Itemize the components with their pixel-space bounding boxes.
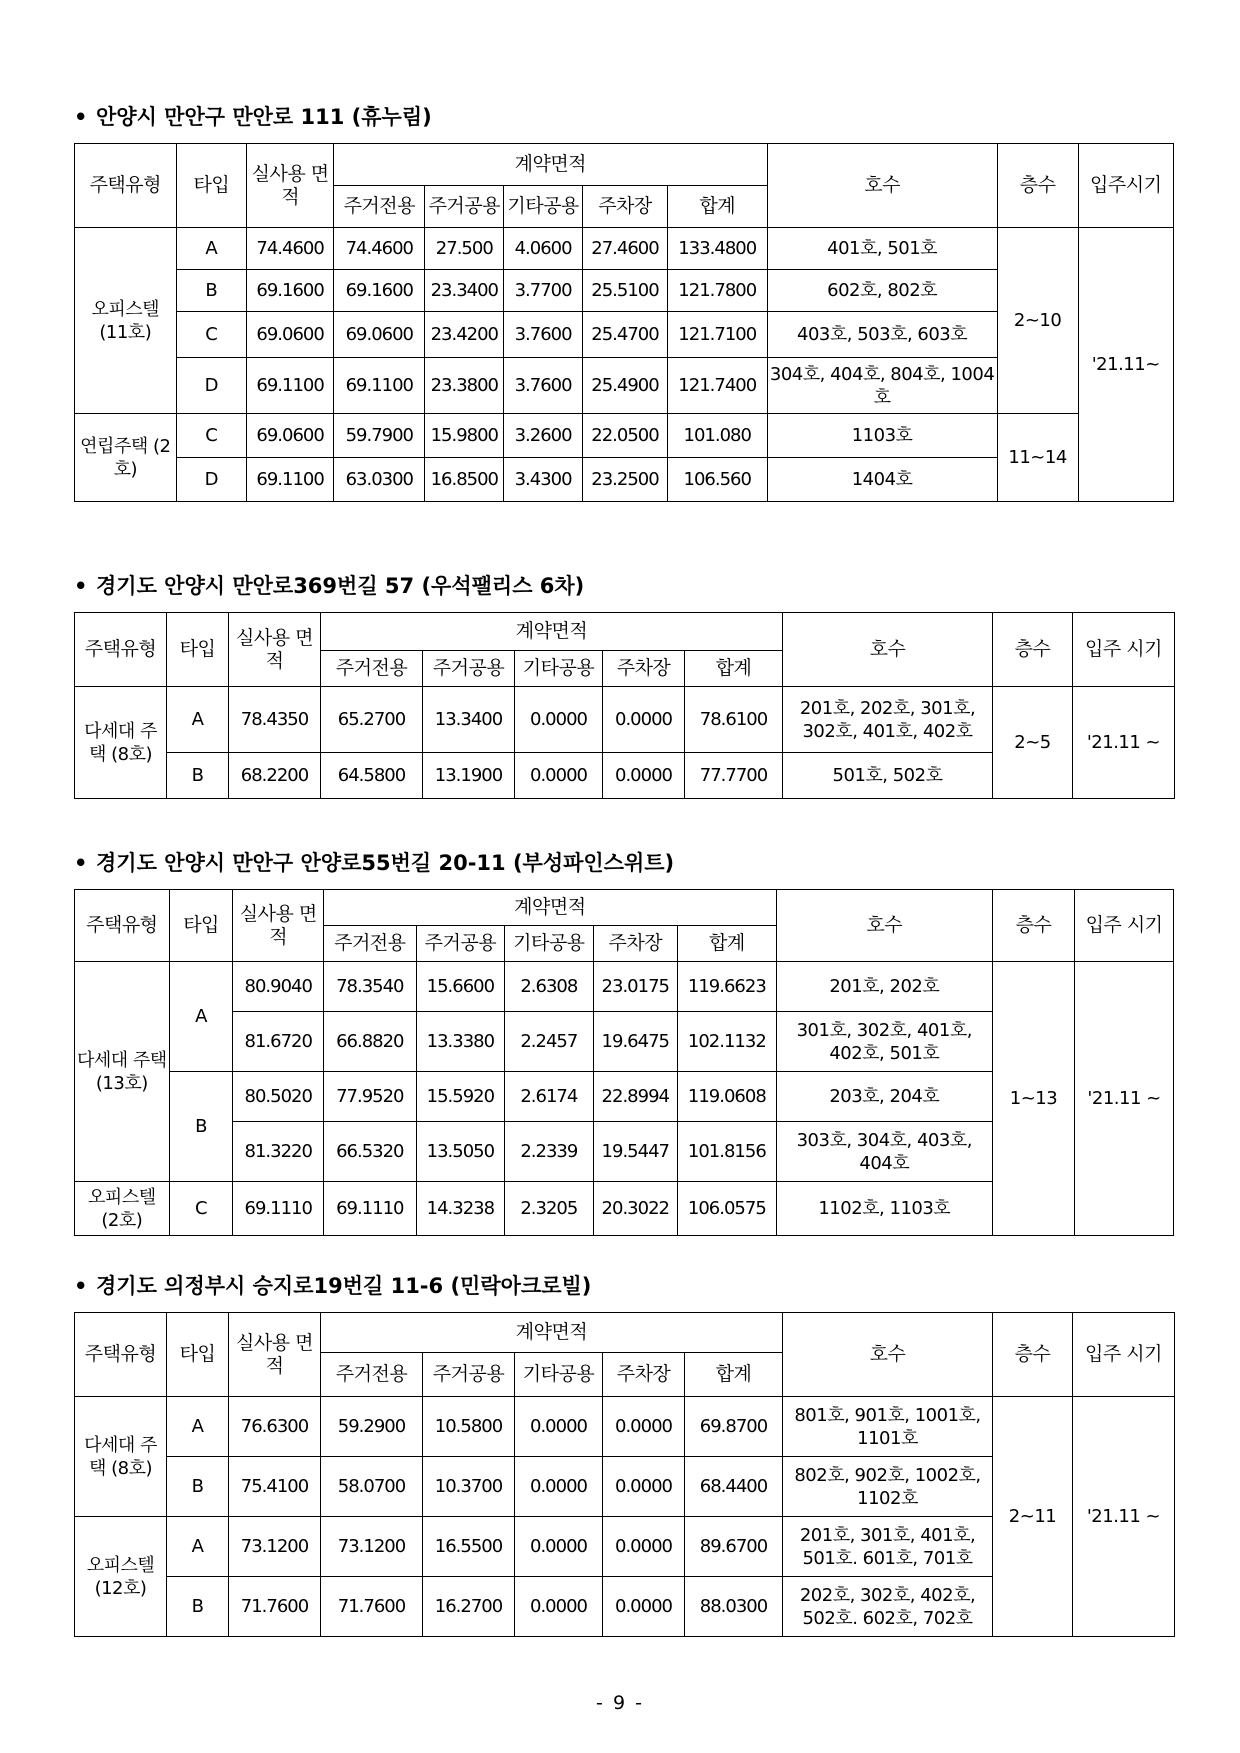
total-cell: 69.8700 (685, 1397, 783, 1457)
header-move-in: 입주 시기 (1073, 1313, 1175, 1397)
type-cell: 다세대 주택 (8호) (75, 1397, 167, 1517)
area-table-2 (74, 612, 1175, 799)
rooms-cell: 201호, 202호 (776, 962, 992, 1012)
other-shared-cell: 0.0000 (515, 1397, 603, 1457)
type-cell: 오피스텔 (12호) (75, 1517, 167, 1637)
section-3 (74, 847, 1174, 1236)
shared-cell: 23.3400 (425, 270, 504, 312)
section-title: • 경기도 안양시 만안구 안양로55번길 20-11 (부성파인스위트) (74, 851, 675, 875)
move-in-cell: '21.11 ~ (1073, 1397, 1175, 1637)
header-total: 합계 (677, 926, 776, 962)
other-shared-cell: 3.7600 (504, 358, 583, 414)
parking-cell: 25.4900 (582, 358, 667, 414)
rooms-cell: 202호, 302호, 402호, 502호. 602호, 702호 (783, 1577, 993, 1637)
parking-cell: 0.0000 (603, 1577, 685, 1637)
actual-area-cell: 75.4100 (229, 1457, 321, 1517)
shared-cell: 10.3700 (423, 1457, 515, 1517)
header-contract-area: 계약면적 (324, 890, 777, 926)
total-cell: 89.6700 (685, 1517, 783, 1577)
exclusive-cell: 78.3540 (324, 962, 417, 1012)
rooms-cell: 201호, 301호, 401호, 501호. 601호, 701호 (783, 1517, 993, 1577)
header-unit-type: 타입 (167, 1313, 229, 1397)
unit-type-cell: A (167, 687, 229, 753)
actual-area-cell: 68.2200 (229, 753, 321, 799)
unit-type-cell: B (167, 753, 229, 799)
header-other-shared: 기타공용 (515, 651, 603, 687)
actual-area-cell: 69.0600 (247, 312, 334, 358)
floors-cell: 1~13 (992, 962, 1074, 1236)
parking-cell: 22.8994 (593, 1072, 677, 1122)
header-total: 합계 (685, 1353, 783, 1397)
unit-type-cell: C (176, 414, 247, 458)
actual-area-cell: 81.6720 (233, 1012, 324, 1072)
header-actual-area: 실사용 면적 (247, 144, 334, 228)
header-total: 합계 (685, 651, 783, 687)
type-cell: 오피스텔 (2호) (75, 1182, 170, 1236)
header-move-in: 입주시기 (1078, 144, 1173, 228)
unit-type-cell: C (169, 1182, 233, 1236)
unit-type-cell: A (167, 1517, 229, 1577)
type-cell: 연립주택 (2호) (75, 414, 177, 502)
header-rooms: 호수 (783, 1313, 993, 1397)
unit-type-cell: C (176, 312, 247, 358)
header-other-shared: 기타공용 (504, 186, 583, 228)
other-shared-cell: 0.0000 (515, 753, 603, 799)
exclusive-cell: 66.5320 (324, 1122, 417, 1182)
actual-area-cell: 80.5020 (233, 1072, 324, 1122)
parking-cell: 25.5100 (582, 270, 667, 312)
other-shared-cell: 2.2339 (505, 1122, 593, 1182)
actual-area-cell: 80.9040 (233, 962, 324, 1012)
total-cell: 133.4800 (667, 228, 767, 270)
total-cell: 68.4400 (685, 1457, 783, 1517)
total-cell: 78.6100 (685, 687, 783, 753)
actual-area-cell: 78.4350 (229, 687, 321, 753)
total-cell: 88.0300 (685, 1577, 783, 1637)
parking-cell: 0.0000 (603, 687, 685, 753)
shared-cell: 23.3800 (425, 358, 504, 414)
section-1 (74, 101, 1174, 502)
header-type: 주택유형 (75, 144, 177, 228)
other-shared-cell: 2.2457 (505, 1012, 593, 1072)
area-table-3 (74, 889, 1174, 1236)
parking-cell: 25.4700 (582, 312, 667, 358)
other-shared-cell: 3.7600 (504, 312, 583, 358)
actual-area-cell: 69.1110 (233, 1182, 324, 1236)
unit-type-cell: D (176, 458, 247, 502)
shared-cell: 13.5050 (416, 1122, 504, 1182)
header-parking: 주차장 (593, 926, 677, 962)
actual-area-cell: 69.1100 (247, 458, 334, 502)
area-table-1 (74, 143, 1174, 502)
header-rooms: 호수 (767, 144, 997, 228)
parking-cell: 23.0175 (593, 962, 677, 1012)
unit-type-cell: D (176, 358, 247, 414)
header-unit-type: 타입 (169, 890, 233, 962)
floors-cell: 2~11 (993, 1397, 1073, 1637)
parking-cell: 19.6475 (593, 1012, 677, 1072)
other-shared-cell: 3.7700 (504, 270, 583, 312)
section-title: • 안양시 만안구 만안로 111 (휴누림) (74, 105, 432, 129)
header-actual-area: 실사용 면적 (233, 890, 324, 962)
exclusive-cell: 59.7900 (334, 414, 425, 458)
header-floors: 층수 (993, 613, 1073, 687)
table-row (75, 962, 1174, 1012)
other-shared-cell: 0.0000 (515, 1577, 603, 1637)
rooms-cell: 301호, 302호, 401호, 402호, 501호 (776, 1012, 992, 1072)
total-cell: 102.1132 (677, 1012, 776, 1072)
shared-cell: 15.6600 (416, 962, 504, 1012)
unit-type-cell: A (167, 1397, 229, 1457)
header-parking: 주차장 (603, 1353, 685, 1397)
exclusive-cell: 71.7600 (321, 1577, 423, 1637)
rooms-cell: 403호, 503호, 603호 (767, 312, 997, 358)
other-shared-cell: 3.4300 (504, 458, 583, 502)
rooms-cell: 602호, 802호 (767, 270, 997, 312)
exclusive-cell: 59.2900 (321, 1397, 423, 1457)
table-row (75, 1397, 1175, 1457)
parking-cell: 0.0000 (603, 1397, 685, 1457)
shared-cell: 15.9800 (425, 414, 504, 458)
floors-cell: 11~14 (997, 414, 1078, 502)
table-row (75, 414, 1174, 458)
rooms-cell: 304호, 404호, 804호, 1004호 (767, 358, 997, 414)
unit-type-cell: B (167, 1457, 229, 1517)
header-floors: 층수 (993, 1313, 1073, 1397)
parking-cell: 0.0000 (603, 753, 685, 799)
actual-area-cell: 74.4600 (247, 228, 334, 270)
header-type: 주택유형 (75, 1313, 167, 1397)
unit-type-cell: B (169, 1072, 233, 1182)
parking-cell: 22.0500 (582, 414, 667, 458)
header-contract-area: 계약면적 (334, 144, 767, 186)
header-floors: 층수 (997, 144, 1078, 228)
header-type: 주택유형 (75, 613, 167, 687)
header-exclusive: 주거전용 (334, 186, 425, 228)
type-cell: 오피스텔 (11호) (75, 228, 177, 414)
actual-area-cell: 76.6300 (229, 1397, 321, 1457)
header-unit-type: 타입 (176, 144, 247, 228)
other-shared-cell: 2.6174 (505, 1072, 593, 1122)
actual-area-cell: 69.1100 (247, 358, 334, 414)
header-actual-area: 실사용 면적 (229, 613, 321, 687)
shared-cell: 13.3380 (416, 1012, 504, 1072)
shared-cell: 13.3400 (423, 687, 515, 753)
header-rooms: 호수 (776, 890, 992, 962)
exclusive-cell: 74.4600 (334, 228, 425, 270)
header-actual-area: 실사용 면적 (229, 1313, 321, 1397)
section-title: • 경기도 의정부시 승지로19번길 11-6 (민락아크로빌) (74, 1274, 592, 1298)
unit-type-cell: B (167, 1577, 229, 1637)
rooms-cell: 801호, 901호, 1001호, 1101호 (783, 1397, 993, 1457)
header-other-shared: 기타공용 (505, 926, 593, 962)
rooms-cell: 1102호, 1103호 (776, 1182, 992, 1236)
rooms-cell: 401호, 501호 (767, 228, 997, 270)
exclusive-cell: 77.9520 (324, 1072, 417, 1122)
unit-type-cell: B (176, 270, 247, 312)
type-cell: 다세대 주택 (8호) (75, 687, 167, 799)
exclusive-cell: 63.0300 (334, 458, 425, 502)
floors-cell: 2~10 (997, 228, 1078, 414)
section-title: • 경기도 안양시 만안로369번길 57 (우석팰리스 6차) (74, 574, 585, 598)
unit-type-cell: A (169, 962, 233, 1072)
rooms-cell: 802호, 902호, 1002호, 1102호 (783, 1457, 993, 1517)
exclusive-cell: 58.0700 (321, 1457, 423, 1517)
total-cell: 106.560 (667, 458, 767, 502)
total-cell: 119.6623 (677, 962, 776, 1012)
header-shared: 주거공용 (423, 1353, 515, 1397)
shared-cell: 16.8500 (425, 458, 504, 502)
shared-cell: 15.5920 (416, 1072, 504, 1122)
header-unit-type: 타입 (167, 613, 229, 687)
exclusive-cell: 65.2700 (321, 687, 423, 753)
parking-cell: 19.5447 (593, 1122, 677, 1182)
shared-cell: 10.5800 (423, 1397, 515, 1457)
exclusive-cell: 66.8820 (324, 1012, 417, 1072)
exclusive-cell: 69.1110 (324, 1182, 417, 1236)
other-shared-cell: 0.0000 (515, 1457, 603, 1517)
header-move-in: 입주 시기 (1075, 890, 1174, 962)
rooms-cell: 201호, 202호, 301호, 302호, 401호, 402호 (783, 687, 993, 753)
header-exclusive: 주거전용 (321, 1353, 423, 1397)
page-number: - 9 - (596, 1692, 644, 1714)
shared-cell: 14.3238 (416, 1182, 504, 1236)
header-exclusive: 주거전용 (324, 926, 417, 962)
other-shared-cell: 2.3205 (505, 1182, 593, 1236)
actual-area-cell: 73.1200 (229, 1517, 321, 1577)
header-shared: 주거공용 (425, 186, 504, 228)
header-contract-area: 계약면적 (321, 613, 783, 651)
actual-area-cell: 81.3220 (233, 1122, 324, 1182)
parking-cell: 27.4600 (582, 228, 667, 270)
shared-cell: 27.500 (425, 228, 504, 270)
rooms-cell: 501호, 502호 (783, 753, 993, 799)
exclusive-cell: 73.1200 (321, 1517, 423, 1577)
total-cell: 121.7100 (667, 312, 767, 358)
floors-cell: 2~5 (993, 687, 1073, 799)
actual-area-cell: 71.7600 (229, 1577, 321, 1637)
total-cell: 106.0575 (677, 1182, 776, 1236)
parking-cell: 20.3022 (593, 1182, 677, 1236)
total-cell: 119.0608 (677, 1072, 776, 1122)
parking-cell: 23.2500 (582, 458, 667, 502)
parking-cell: 0.0000 (603, 1457, 685, 1517)
total-cell: 77.7700 (685, 753, 783, 799)
header-total: 합계 (667, 186, 767, 228)
header-exclusive: 주거전용 (321, 651, 423, 687)
header-floors: 층수 (992, 890, 1074, 962)
other-shared-cell: 0.0000 (515, 687, 603, 753)
header-move-in: 입주 시기 (1073, 613, 1175, 687)
shared-cell: 23.4200 (425, 312, 504, 358)
move-in-cell: '21.11 ~ (1075, 962, 1174, 1236)
section-2 (74, 570, 1174, 799)
table-row (75, 687, 1175, 753)
shared-cell: 13.1900 (423, 753, 515, 799)
table-row (75, 228, 1174, 270)
other-shared-cell: 3.2600 (504, 414, 583, 458)
total-cell: 101.8156 (677, 1122, 776, 1182)
header-parking: 주차장 (582, 186, 667, 228)
exclusive-cell: 69.1100 (334, 358, 425, 414)
shared-cell: 16.5500 (423, 1517, 515, 1577)
parking-cell: 0.0000 (603, 1517, 685, 1577)
header-rooms: 호수 (783, 613, 993, 687)
header-shared: 주거공용 (423, 651, 515, 687)
header-type: 주택유형 (75, 890, 170, 962)
area-table-4 (74, 1312, 1175, 1637)
exclusive-cell: 64.5800 (321, 753, 423, 799)
other-shared-cell: 4.0600 (504, 228, 583, 270)
actual-area-cell: 69.0600 (247, 414, 334, 458)
header-other-shared: 기타공용 (515, 1353, 603, 1397)
other-shared-cell: 2.6308 (505, 962, 593, 1012)
rooms-cell: 203호, 204호 (776, 1072, 992, 1122)
actual-area-cell: 69.1600 (247, 270, 334, 312)
exclusive-cell: 69.0600 (334, 312, 425, 358)
header-contract-area: 계약면적 (321, 1313, 783, 1353)
header-parking: 주차장 (603, 651, 685, 687)
shared-cell: 16.2700 (423, 1577, 515, 1637)
move-in-cell: '21.11~ (1078, 228, 1173, 502)
section-4 (74, 1270, 1174, 1637)
exclusive-cell: 69.1600 (334, 270, 425, 312)
unit-type-cell: A (176, 228, 247, 270)
header-shared: 주거공용 (416, 926, 504, 962)
rooms-cell: 1103호 (767, 414, 997, 458)
type-cell: 다세대 주택 (13호) (75, 962, 170, 1182)
move-in-cell: '21.11 ~ (1073, 687, 1175, 799)
rooms-cell: 1404호 (767, 458, 997, 502)
total-cell: 101.080 (667, 414, 767, 458)
total-cell: 121.7400 (667, 358, 767, 414)
total-cell: 121.7800 (667, 270, 767, 312)
other-shared-cell: 0.0000 (515, 1517, 603, 1577)
rooms-cell: 303호, 304호, 403호, 404호 (776, 1122, 992, 1182)
